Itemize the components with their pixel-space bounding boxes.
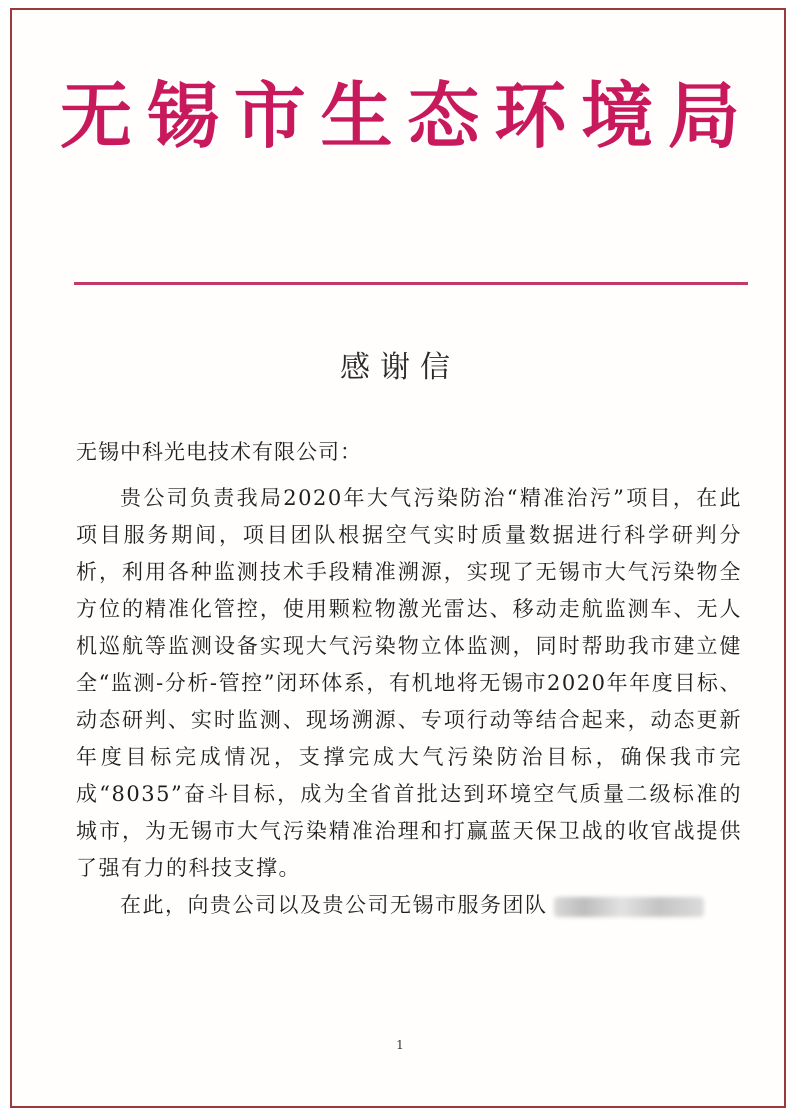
letterhead-char: 态 [407, 74, 480, 158]
letterhead-divider [74, 282, 748, 285]
letterhead-char: 锡 [146, 74, 219, 158]
letterhead-char: 无 [60, 74, 133, 158]
letterhead-char: 生 [320, 74, 393, 158]
letterhead-char: 境 [581, 74, 654, 158]
letter-heading: 感谢信 [340, 350, 460, 385]
letterhead-title [60, 74, 740, 158]
letterhead-char: 局 [667, 74, 740, 158]
letterhead-char: 环 [494, 74, 567, 158]
body-paragraph [76, 887, 742, 924]
body-paragraph [76, 480, 742, 887]
redacted-names [554, 897, 704, 917]
paragraph-text: 在此，向贵公司以及贵公司无锡市服务团队 [120, 893, 548, 917]
paragraph-text: 贵公司负责我局2020年大气污染防治“精准治污”项目，在此项目服务期间，项目团队根据空气实时质量数据进行科学研判分析，利用各种监测技术手段精准溯源，实现了无锡市大气污染物全方位的精准化管控，使用颗粒物激光雷达、移动走航监测车、无人机巡航等监测设备实现大气污染物立体监测，同时帮助我市建立健全“监测-分析-管控”闭环体系，有机地将无锡市2020年年度目标、动态研判、实时监测、现场溯源、专项行动等结合起来，动态更新年度目标完成情况，支撑完成大气污染防治目标，确保我市完成“8035”奋斗目标，成为全省首批达到环境空气质量二级标准的城市，为无锡市大气污染精准治理和打赢蓝天保卫战的收官战提供了强有力的科技支撑。 [76, 486, 742, 880]
page-number: 1 [396, 1038, 404, 1052]
letter-body [76, 480, 742, 924]
salutation: 无锡中科光电技术有限公司： [76, 440, 362, 464]
letterhead-char: 市 [233, 74, 306, 158]
